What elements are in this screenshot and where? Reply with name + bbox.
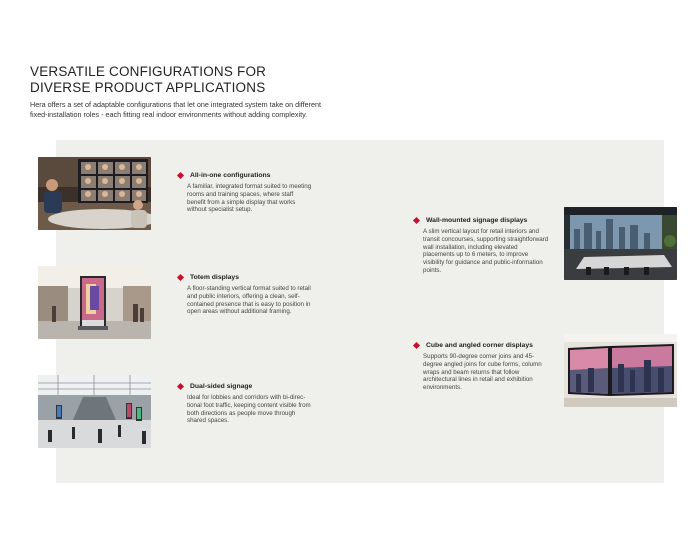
diamond-bullet-icon [177, 383, 184, 390]
config-item-dual-sided [178, 383, 313, 425]
diamond-bullet-icon [177, 172, 184, 179]
diamond-bullet-icon [413, 342, 420, 349]
page-title-line-2: DIVERSE PRODUCT APPLICATIONS [30, 80, 266, 96]
config-description: Supports 90-degree corner joins and 45-degree angled joins for cube forms, column wraps and beam returns that follow architectural lines in retail and exhibition environments. [423, 353, 542, 392]
config-item-totem [178, 274, 313, 316]
diamond-bullet-icon [177, 274, 184, 281]
meeting-room-photo [38, 157, 151, 230]
page-title-line-1: VERSATILE CONFIGURATIONS FOR [30, 64, 267, 80]
config-title: Cube and angled corner displays [426, 342, 533, 349]
config-item-all-in-one [178, 172, 313, 214]
intro-paragraph: Hera offers a set of adaptable configurations that let one integrated system take on different fixed-installation roles - each fitting real indoor environments without adding complexity. [30, 100, 322, 120]
totem-mall-photo [38, 266, 151, 339]
config-item-wall-mounted [414, 217, 549, 275]
config-title: Dual-sided signage [190, 383, 253, 390]
config-title: Totem displays [190, 274, 239, 281]
corner-display-photo [564, 334, 677, 407]
config-title: Wall-mounted signage displays [426, 217, 528, 224]
config-description: A floor-standing vertical format suited to retail and public interiors, offering a clean, self-contained presence that is easy to position in open areas without additional framing. [187, 285, 311, 316]
config-description: A familiar, integrated format suited to meeting rooms and training spaces, where staff benefit from a simple display that works without specialist setup. [187, 183, 312, 214]
page-title [30, 64, 360, 96]
diamond-bullet-icon [413, 217, 420, 224]
config-description: Ideal for lobbies and corridors with bi-direc-tional foot traffic, keeping content visible from both directions as people move through shared spaces. [187, 394, 311, 425]
config-title: All-in-one configurations [190, 172, 271, 179]
config-item-cube-corner [414, 342, 549, 392]
dual-sided-lobby-photo [38, 375, 151, 448]
wall-mounted-boardroom-photo [564, 207, 677, 280]
config-description: A slim vertical layout for retail interiors and transit concourses, supporting straightforward wall installation, including elevated placements up to 6 meters, to improve visibility for guidance and public-information points. [423, 228, 549, 274]
